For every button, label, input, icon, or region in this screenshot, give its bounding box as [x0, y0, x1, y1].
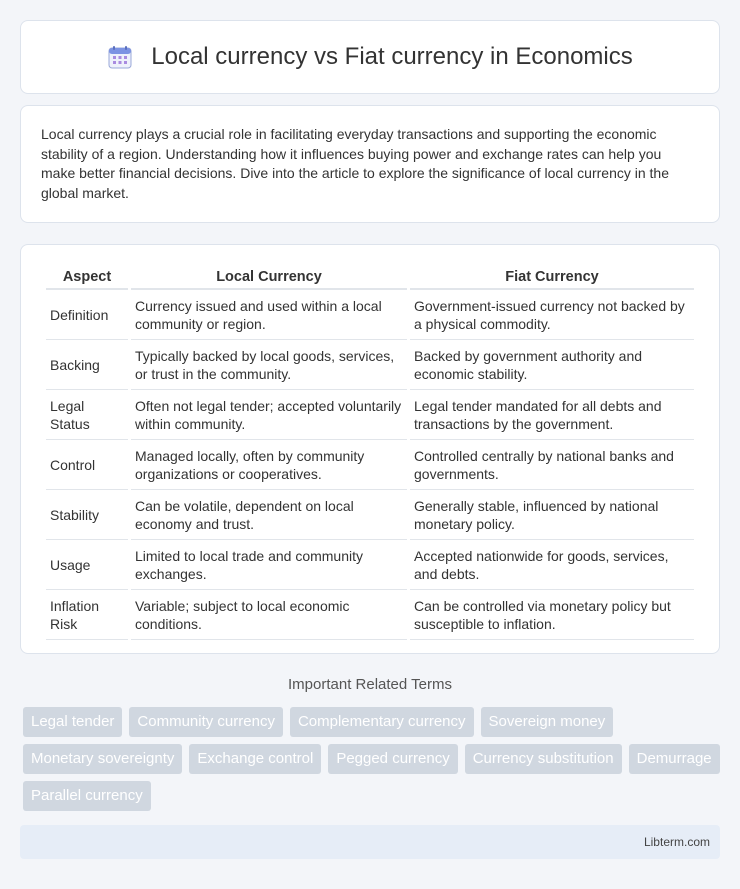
- related-terms-title: Important Related Terms: [288, 676, 452, 693]
- local-currency-cell: Typically backed by local goods, services, or trust in the community.: [131, 340, 407, 390]
- aspect-cell: Backing: [46, 340, 128, 390]
- related-term-tag[interactable]: Demurrage: [629, 744, 720, 774]
- fiat-currency-cell: Backed by government authority and economic stability.: [410, 340, 694, 390]
- comparison-table: [43, 265, 697, 640]
- aspect-cell: Control: [46, 440, 128, 490]
- local-currency-cell: Limited to local trade and community exchanges.: [131, 540, 407, 590]
- related-terms-list: [23, 707, 723, 811]
- related-term-tag[interactable]: Parallel currency: [23, 781, 151, 811]
- aspect-cell: Definition: [46, 290, 128, 340]
- table-row: [46, 340, 694, 390]
- fiat-currency-cell: Controlled centrally by national banks and governments.: [410, 440, 694, 490]
- related-term-tag[interactable]: Exchange control: [189, 744, 321, 774]
- table-row: [46, 440, 694, 490]
- footer-site-link[interactable]: Libterm.com: [643, 835, 710, 849]
- related-term-tag[interactable]: Currency substitution: [465, 744, 622, 774]
- comparison-table-card: [20, 244, 720, 654]
- local-currency-cell: Can be volatile, dependent on local economy and trust.: [131, 490, 407, 540]
- column-header: Aspect: [46, 265, 128, 290]
- related-term-tag[interactable]: Monetary sovereignty: [23, 744, 182, 774]
- column-header: Fiat Currency: [410, 265, 694, 290]
- local-currency-cell: Often not legal tender; accepted voluntarily within community.: [131, 390, 407, 440]
- table-row: [46, 390, 694, 440]
- fiat-currency-cell: Generally stable, influenced by national monetary policy.: [410, 490, 694, 540]
- calendar-icon: [107, 44, 133, 70]
- fiat-currency-cell: Accepted nationwide for goods, services, and debts.: [410, 540, 694, 590]
- related-term-tag[interactable]: Legal tender: [23, 707, 122, 737]
- related-term-tag[interactable]: Community currency: [129, 707, 283, 737]
- local-currency-cell: Currency issued and used within a local community or region.: [131, 290, 407, 340]
- table-row: [46, 490, 694, 540]
- intro-card: [20, 105, 720, 223]
- local-currency-cell: Variable; subject to local economic conditions.: [131, 590, 407, 640]
- table-header-row: [46, 265, 694, 290]
- related-term-tag[interactable]: Sovereign money: [481, 707, 614, 737]
- title-card: [20, 20, 720, 94]
- fiat-currency-cell: Legal tender mandated for all debts and transactions by the government.: [410, 390, 694, 440]
- related-term-tag[interactable]: Complementary currency: [290, 707, 474, 737]
- fiat-currency-cell: Can be controlled via monetary policy but susceptible to inflation.: [410, 590, 694, 640]
- table-row: [46, 540, 694, 590]
- fiat-currency-cell: Government-issued currency not backed by a physical commodity.: [410, 290, 694, 340]
- aspect-cell: Usage: [46, 540, 128, 590]
- page-title: Local currency vs Fiat currency in Economics: [151, 43, 633, 70]
- footer: [20, 825, 720, 859]
- related-term-tag[interactable]: Pegged currency: [328, 744, 457, 774]
- local-currency-cell: Managed locally, often by community organizations or cooperatives.: [131, 440, 407, 490]
- aspect-cell: Legal Status: [46, 390, 128, 440]
- column-header: Local Currency: [131, 265, 407, 290]
- table-row: [46, 290, 694, 340]
- intro-text: Local currency plays a crucial role in facilitating everyday transactions and supporting the economic stability of a region. Understanding how it influences buying power and exchange rates can help you make better financial decisions. Dive into the article to explore the significance of local currency in the global market.: [41, 126, 669, 201]
- table-row: [46, 590, 694, 640]
- aspect-cell: Inflation Risk: [46, 590, 128, 640]
- aspect-cell: Stability: [46, 490, 128, 540]
